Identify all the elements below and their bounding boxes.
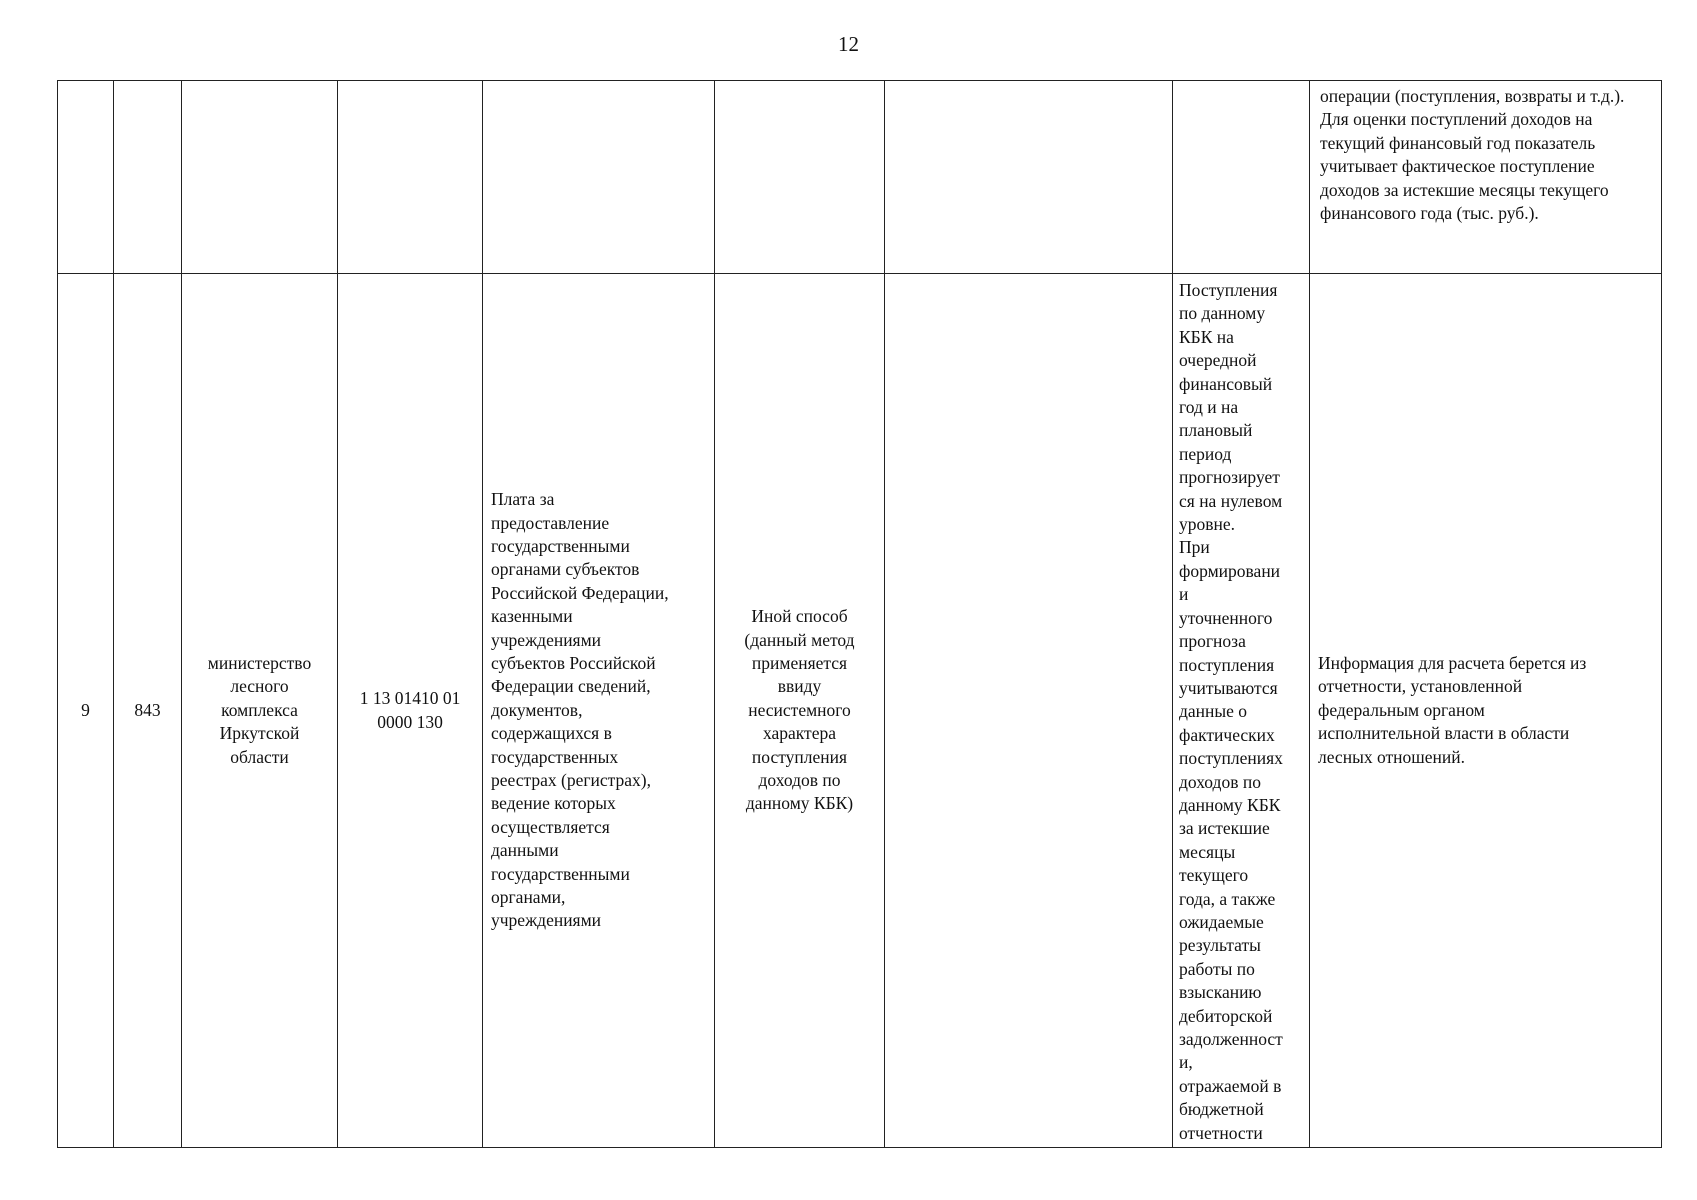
kbk-code: 1 13 01410 01 0000 130 (359, 688, 461, 732)
income-name-cell (483, 81, 715, 274)
income-forecast-table (57, 80, 1662, 1148)
admin-code: 843 (134, 699, 161, 720)
admin-code-cell (114, 274, 182, 1148)
income-name: Плата за предоставление государственными органами субъектов Российской Федерации, казенными учреждениями субъектов Российской Федерации сведений, документов, содержащихся в государственных реестрах (регистрах), ведение которых осуществляется данными государственными органами, учреждениями (491, 489, 669, 931)
kbk-cell (338, 81, 483, 274)
page-number: 12 (838, 32, 859, 56)
admin-name: министерство лесного комплекса Иркутской области (207, 652, 312, 767)
admin-name-cell (182, 81, 338, 274)
table-row (58, 81, 1662, 274)
continuation-note: операции (поступления, возвраты и т.д.). Для оценки поступлений доходов на текущий финансовый год показатель учитывает фактическое поступление доходов за истекшие месяцы текущего финансового года (тыс. руб.). (1320, 86, 1625, 224)
algorithm-text: Поступления по данному КБК на очередной финансовый год и на плановый период прогнозирует ся на нулевом уровне. При формировани и уточненного прогноза поступления учитываются данные о фактических поступлениях доходов по данному КБК за истекшие месяцы текущего года, а также ожидаемые результаты работы по взысканию дебиторской задолженност и, отражаемой в бюджетной отчетности (1179, 280, 1283, 1143)
row-number-cell (58, 81, 114, 274)
source-cell (1310, 274, 1662, 1148)
method-cell (715, 81, 885, 274)
table-row (58, 274, 1662, 1148)
formula-cell (885, 81, 1173, 274)
row-number: 9 (81, 699, 90, 720)
source-note-cell (1310, 81, 1662, 274)
algorithm-cell (1173, 81, 1310, 274)
source-text: Информация для расчета берется из отчетности, установленной федеральным органом исполнительной власти в области лесных отношений. (1318, 652, 1587, 767)
kbk-cell (338, 274, 483, 1148)
admin-code-cell (114, 81, 182, 274)
algorithm-cell (1173, 274, 1310, 1148)
income-name-cell (483, 274, 715, 1148)
formula-cell (885, 274, 1173, 1148)
row-number-cell (58, 274, 114, 1148)
calculation-method: Иной способ (данный метод применяется ввиду несистемного характера поступления доходов по данному КБК) (744, 606, 855, 814)
admin-name-cell (182, 274, 338, 1148)
method-cell (715, 274, 885, 1148)
